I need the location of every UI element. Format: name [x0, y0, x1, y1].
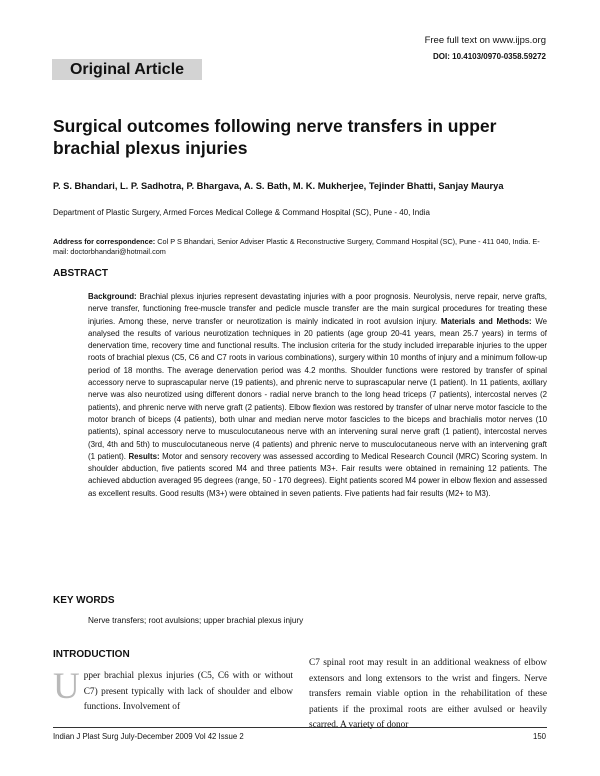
correspondence-text: Col P S Bhandari, Senior Adviser Plastic & Reconstructive Surgery, Command Hospital (SC), Pune - 411 040, India. E-mail: doctorbhandari@hotmail.com [53, 237, 540, 256]
footer-divider [53, 727, 547, 728]
methods-text: We analysed the results of various neurotization techniques in 20 patients (age group 20-41 years, mean 25.7 years) in terms of denervation time, recovery time and functional results. The inclusion criteria for the study included irreparable injuries to the upper roots of brachial plexus (C5, C6 and C7 roots in various combinations), surgery within 10 months of injury and a minimum follow-up period of 18 months. The average denervation period was 4.2 months. Shoulder functions were restored by transfer of spinal accessory nerve to suprascapular nerve (19 patients), and phrenic nerve to suprascapular nerve (1 patient). In 11 patients, axillary nerve was also neurotized using different donors - radial nerve branch to the long head triceps (7 patients), intercostal nerves (2 patients), and phrenic nerve with nerve graft (2 patients). Elbow flexion was restored by transfer of ulnar nerve motor fascicle to the motor branch of biceps (4 patients), both ulnar and median nerve motor fascicles to the biceps and brachialis motor nerves (10 patients), spinal accessory nerve to musculocutaneous nerve with an intervening sural nerve graft (1 patient), intercostal nerves (3rd, 4th and 5th) to musculocutaneous nerve (4 patients) and phrenic nerve to musculocutaneous nerve with an intervening graft (1 patient). [88, 316, 548, 461]
abstract-heading: ABSTRACT [53, 268, 108, 279]
affiliation: Department of Plastic Surgery, Armed Forces Medical College & Command Hospital (SC), Pune - 40, India [53, 208, 430, 217]
introduction-right-column: C7 spinal root may result in an additional weakness of elbow extensors and long extensors to the wrist and fingers. Nerve transfers remain viable option in the rehabilitation of these patients if the proximal roots are either avulsed or heavily scarred. A variety of donor [309, 658, 547, 731]
page-number: 150 [532, 732, 546, 741]
results-text: Motor and sensory recovery was assessed according to Medical Research Council (MRC) Scoring system. In shoulder abduction, five patients scored M4 and three patients M3+. Fair results were obtained in remaining 12 patients. The achieved abduction averaged 95 degrees (range, 50 - 170 degrees). Eight patients scored M4 power in elbow flexion and assessed as excellent results. Good results (M3+) were obtained in seven patients. Five patients had fair results (M2+ to M3). [88, 451, 547, 498]
doi: DOI: 10.4103/0970-0358.59272 [433, 52, 546, 61]
keywords-text: Nerve transfers; root avulsions; upper brachial plexus injury [88, 616, 304, 625]
drop-cap: U [53, 666, 80, 707]
correspondence-label: Address for correspondence: [53, 237, 156, 246]
correspondence [53, 237, 553, 257]
author-list: P. S. Bhandari, L. P. Sadhotra, P. Bhargava, A. S. Bath, M. K. Mukherjee, Tejinder Bhatti, Sanjay Maurya [53, 181, 504, 191]
introduction-left-column [53, 666, 293, 716]
results-label: Results: [128, 451, 160, 461]
background-text: Brachial plexus injuries represent devastating injuries with a poor prognosis. Neurolysis, nerve repair, nerve grafts, nerve transfer, functioning free-muscle transfer and pedicle muscle transfer are the main surgical procedures for treating these injuries. Among these, nerve transfer or neurotization is mainly indicated in root avulsion injury. [88, 292, 547, 326]
article-type-badge: Original Article [52, 59, 202, 80]
introduction-left-text: pper brachial plexus injuries (C5, C6 with or without C7) present typically with lack of shoulder and elbow functions. Involvement of [83, 671, 293, 713]
keywords-heading: KEY WORDS [53, 595, 115, 606]
journal-citation: Indian J Plast Surg July-December 2009 Vol 42 Issue 2 [53, 732, 244, 741]
article-title: Surgical outcomes following nerve transfers in upper brachial plexus injuries [53, 116, 497, 158]
introduction-heading: INTRODUCTION [53, 649, 130, 660]
abstract-body [88, 291, 547, 500]
free-full-text-notice: Free full text on www.ijps.org [424, 35, 546, 46]
methods-label: Materials and Methods: [440, 316, 532, 326]
background-label: Background: [88, 292, 137, 301]
